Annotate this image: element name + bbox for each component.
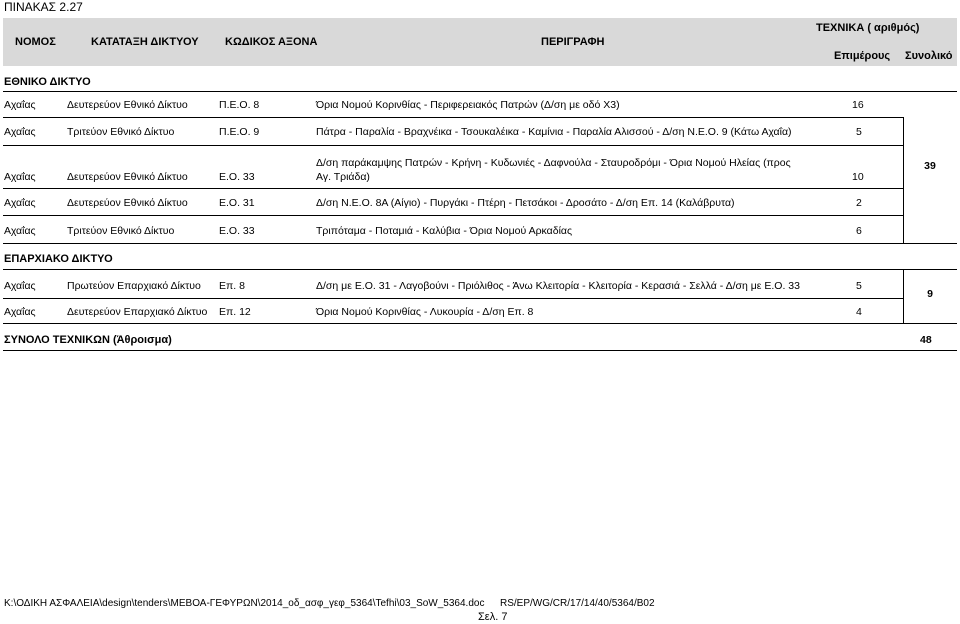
cell-katataxi: Δευτερεύον Εθνικό Δίκτυο <box>67 197 188 209</box>
cell-epimerous: 2 <box>856 197 862 209</box>
cell-perigrafi: Όρια Νομού Κορινθίας - Λυκουρία - Δ/ση Επ. 8 <box>316 306 534 318</box>
cell-kodikos: Π.Ε.Ο. 8 <box>219 99 260 111</box>
cell-kodikos: Επ. 12 <box>219 306 251 318</box>
cell-kodikos: Ε.Ο. 33 <box>219 171 255 183</box>
divider <box>3 243 957 244</box>
divider <box>3 215 903 216</box>
cell-nomos: Αχαΐας <box>4 197 36 209</box>
cell-nomos: Αχαΐας <box>4 280 36 292</box>
cell-epimerous: 5 <box>856 126 862 138</box>
divider <box>3 117 903 118</box>
cell-nomos: Αχαΐας <box>4 126 36 138</box>
cell-katataxi: Δευτερεύον Εθνικό Δίκτυο <box>67 171 188 183</box>
cell-kodikos: Ε.Ο. 33 <box>219 225 255 237</box>
cell-katataxi: Δευτερεύον Εθνικό Δίκτυο <box>67 99 188 111</box>
cell-perigrafi: Τριπόταμα - Ποταμιά - Καλύβια - Όρια Νομού Αρκαδίας <box>316 225 573 237</box>
table-title: ΠΙΝΑΚΑΣ 2.27 <box>4 0 83 14</box>
cell-nomos: Αχαΐας <box>4 171 36 183</box>
cell-perigrafi: Δ/ση με Ε.Ο. 31 - Λαγοβούνι - Πριόλιθος - Άνω Κλειτορία - Κλειτορία - Κερασιά - Σελλά - Δ/ση με Ε.Ο. 33 <box>316 280 800 292</box>
divider <box>3 350 957 351</box>
cell-epimerous: 4 <box>856 306 862 318</box>
header-texnika: ΤΕΧΝΙΚΑ ( αριθμός) <box>816 22 920 34</box>
divider <box>3 145 903 146</box>
cell-nomos: Αχαΐας <box>4 225 36 237</box>
cell-epimerous: 5 <box>856 280 862 292</box>
cell-katataxi: Δευτερεύον Επαρχιακό Δίκτυο <box>67 306 208 318</box>
grand-total-value: 48 <box>920 334 932 346</box>
cell-nomos: Αχαΐας <box>4 99 36 111</box>
total-eparxiako: 9 <box>927 288 933 300</box>
total-ethniko: 39 <box>924 160 936 172</box>
cell-kodikos: Π.Ε.Ο. 9 <box>219 126 260 138</box>
section-eparxiako: ΕΠΑΡΧΙΑΚΟ ΔΙΚΤΥΟ <box>4 253 113 265</box>
cell-epimerous: 6 <box>856 225 862 237</box>
footer-path: K:\ΟΔΙΚΗ ΑΣΦΑΛΕΙΑ\design\tenders\ΜΕΒΟΑ-ΓΕΦΥΡΩΝ\2014_οδ_ασφ_γεφ_5364\Tefhi\03_SoW_5364.doc <box>4 598 485 609</box>
divider <box>3 323 957 324</box>
table-header <box>3 18 957 66</box>
grand-total-label: ΣΥΝΟΛΟ ΤΕΧΝΙΚΩΝ (Άθροισμα) <box>4 334 172 346</box>
footer-ref: RS/EP/WG/CR/17/14/40/5364/B02 <box>500 598 655 609</box>
cell-perigrafi: Πάτρα - Παραλία - Βραχνέικα - Τσουκαλέικα - Καμίνια - Παραλία Αλισσού - Δ/ση Ν.Ε.Ο. 9 (Κάτω Αχαΐα) <box>316 126 792 138</box>
cell-perigrafi: Δ/ση Ν.Ε.Ο. 8Α (Αίγιο) - Πυργάκι - Πτέρη - Πετσάκοι - Δροσάτο - Δ/ση Επ. 14 (Καλάβρυτα) <box>316 197 735 209</box>
cell-perigrafi: Όρια Νομού Κορινθίας - Περιφερειακός Πατρών (Δ/ση με οδό Χ3) <box>316 99 620 111</box>
cell-epimerous: 16 <box>852 99 864 111</box>
cell-katataxi: Τριτεύον Εθνικό Δίκτυο <box>67 126 175 138</box>
divider <box>3 269 957 270</box>
header-nomos: ΝΟΜΟΣ <box>15 36 56 48</box>
header-epimerous: Επιμέρους <box>834 50 891 62</box>
section-ethniko: ΕΘΝΙΚΟ ΔΙΚΤΥΟ <box>4 76 91 88</box>
cell-epimerous: 10 <box>852 171 864 183</box>
cell-perigrafi: Δ/ση παράκαμψης Πατρών - Κρήνη - Κυδωνιές - Δαφνούλα - Σταυροδρόμι - Όρια Νομού Ηλείας (προς Αγ. Τριάδα) <box>316 157 791 183</box>
divider <box>3 188 903 189</box>
cell-nomos: Αχαΐας <box>4 306 36 318</box>
total-column-border <box>903 117 904 243</box>
divider <box>3 298 903 299</box>
header-synoliko: Συνολικό <box>905 50 953 62</box>
divider <box>3 91 957 92</box>
header-perigrafi: ΠΕΡΙΓΡΑΦΗ <box>541 36 605 48</box>
cell-kodikos: Επ. 8 <box>219 280 245 292</box>
header-katataxi: ΚΑΤΑΤΑΞΗ ΔΙΚΤΥΟΥ <box>91 36 199 48</box>
cell-kodikos: Ε.Ο. 31 <box>219 197 255 209</box>
page-number: Σελ. 7 <box>478 611 508 623</box>
header-kodikos: ΚΩΔΙΚΟΣ ΑΞΟΝΑ <box>225 36 318 48</box>
cell-katataxi: Τριτεύον Εθνικό Δίκτυο <box>67 225 175 237</box>
cell-katataxi: Πρωτεύον Επαρχιακό Δίκτυο <box>67 280 201 292</box>
